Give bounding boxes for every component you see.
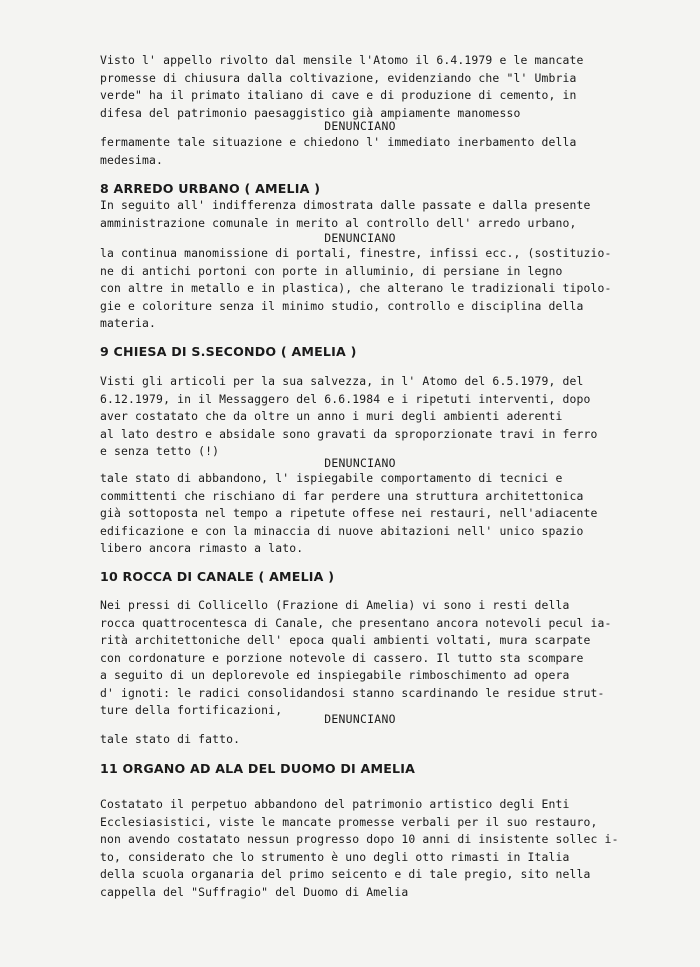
section-9-conclusion: tale stato di abbandono, l' ispiegabile comportamento di tecnici e committenti che rischiano di far perdere una struttura architettonica già sottoposta nel tempo a ripetute offese nei restauri, nell'adiacente edificazione e con la minaccia di nuove abitazioni nell' unico spazio libero ancora rimasto a lato. — [100, 471, 598, 555]
section-11-heading: 11 ORGANO AD ALA DEL DUOMO DI AMELIA — [100, 761, 416, 776]
section-10-conclusion: tale stato di fatto. — [100, 732, 241, 746]
section-9-heading: 9 CHIESA DI S.SECONDO ( AMELIA ) — [100, 344, 357, 359]
section-8-paragraph: In seguito all' indifferenza dimostrata dalle passate e dalla presente amministrazione comunale in merito al controllo dell' arredo urbano, — [100, 198, 591, 230]
section-11-paragraph: Costatato il perpetuo abbandono del patrimonio artistico degli Enti Ecclesiasistici, viste le mancate promesse verbali per il suo restauro, non avendo costatato nessun progresso dopo 10 anni di insistente sollec i- to, considerato che lo strumento è uno degli otto rimasti in Italia della scuola organaria del primo seicento e di tale pregio, sito nella cappella del "Suffragio" del Duomo di Amelia — [100, 797, 619, 899]
section-10-denunciano: DENUNCIANO — [324, 712, 396, 726]
intro-paragraph: Visto l' appello rivolto dal mensile l'Atomo il 6.4.1979 e le mancate promesse di chiusura dalla coltivazione, evidenziando che "l' Umbria verde" ha il primato italiano di cave e di produzione di cemento, in difesa del patrimonio paesaggistico già ampiamente manomesso — [100, 53, 584, 120]
section-10-paragraph: Nei pressi di Collicello (Frazione di Amelia) vi sono i resti della rocca quattrocentesca di Canale, che presentano ancora notevoli pecul ia- rità architettoniche dell' epoca quali ambienti voltati, mura scarpate con cordonature e porzione notevole di cassero. Il tutto sta scompare a seguito di un deplorevole ed inspiegabile rimboschimento ad opera d' ignoti: le radici consolidandosi stanno scardinando le residue strut- ture della fortificazioni, — [100, 598, 612, 717]
intro-denunciano: DENUNCIANO — [324, 119, 396, 133]
section-8-conclusion: la continua manomissione di portali, finestre, infissi ecc., (sostituzio- ne di antichi portoni con porte in alluminio, di persiane in legno con altre in metallo e in plastica), che alterano le tradizionali tipolo- gie e coloriture senza il minimo studio, controllo e disciplina della materia. — [100, 246, 612, 330]
intro-conclusion: fermamente tale situazione e chiedono l' immediato inerbamento della medesima. — [100, 135, 577, 167]
section-9-denunciano: DENUNCIANO — [324, 456, 396, 470]
section-8-denunciano: DENUNCIANO — [324, 231, 396, 245]
section-9-paragraph: Visti gli articoli per la sua salvezza, in l' Atomo del 6.5.1979, del 6.12.1979, in il Messaggero del 6.6.1984 e i ripetuti interventi, dopo aver costatato che da oltre un anno i muri degli ambienti aderenti al lato destro e absidale sono gravati da sproporzionate travi in ferro e senza tetto (!) — [100, 374, 598, 458]
section-10-heading: 10 ROCCA DI CANALE ( AMELIA ) — [100, 569, 335, 584]
section-8-heading: 8 ARREDO URBANO ( AMELIA ) — [100, 181, 321, 196]
